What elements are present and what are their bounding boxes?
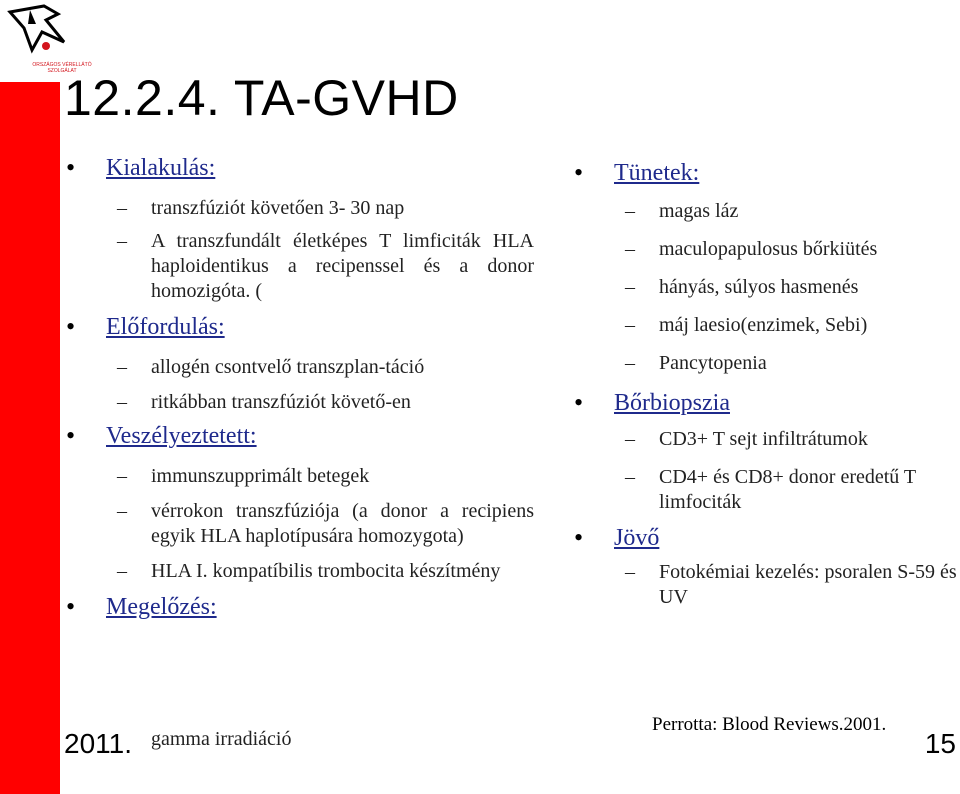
list-item: – maculopapulosus bőrkiütés: [572, 237, 957, 262]
red-side-bar: [0, 82, 60, 794]
list-item: – vérrokon transzfúziója (a donor a recipiens egyik HLA haplotípusára homozygota): [64, 499, 534, 549]
page-number: 15: [924, 728, 956, 759]
list-item: – máj laesio(enzimek, Sebi): [572, 313, 957, 338]
list-item: gamma irradiáció: [151, 728, 292, 750]
list-item: – transzfúziót követően 3- 30 nap: [64, 196, 534, 221]
list-item: – magas láz: [572, 199, 957, 224]
list-item: – CD3+ T sejt infiltrátumok: [572, 427, 957, 452]
list-item: – allogén csontvelő transzplan-táció: [64, 355, 534, 380]
footer-year: 2011.: [64, 728, 132, 759]
citation: Perrotta: Blood Reviews.2001.: [652, 714, 887, 735]
list-item: – ritkábban transzfúziót követő-en: [64, 390, 534, 415]
list-item: – immunszupprimált betegek: [64, 464, 534, 489]
logo-text: ORSZÁGOS VÉRELLÁTÓ SZOLGÁLAT: [32, 62, 92, 74]
right-column: [572, 160, 957, 610]
slide-title: 12.2.4. TA-GVHD: [64, 70, 459, 126]
heading-tunetek: • Tünetek:: [572, 160, 957, 187]
heading-megelozes: • Megelőzés:: [64, 594, 534, 621]
list-item: – A transzfundált életképes T limficiták HLA haploidentikus a recipenssel és a donor homozigóta. (: [64, 229, 534, 304]
list-item: – HLA I. kompatíbilis trombocita készítmény: [64, 559, 534, 584]
heading-veszelyeztetett: • Veszélyeztetett:: [64, 423, 534, 450]
list-item: – Pancytopenia: [572, 351, 957, 376]
left-column: [64, 155, 534, 621]
list-item: – hányás, súlyos hasmenés: [572, 275, 957, 300]
heading-kialakulas: • Kialakulás:: [64, 155, 534, 182]
heading-borbiopszia: • Bőrbiopszia: [572, 390, 957, 417]
heading-elofordulas: • Előfordulás:: [64, 314, 534, 341]
heading-jovo: • Jövő: [572, 525, 957, 552]
list-item: – CD4+ és CD8+ donor eredetű T limfociták: [572, 465, 957, 515]
list-item: – Fotokémiai kezelés: psoralen S-59 és UV: [572, 560, 957, 610]
